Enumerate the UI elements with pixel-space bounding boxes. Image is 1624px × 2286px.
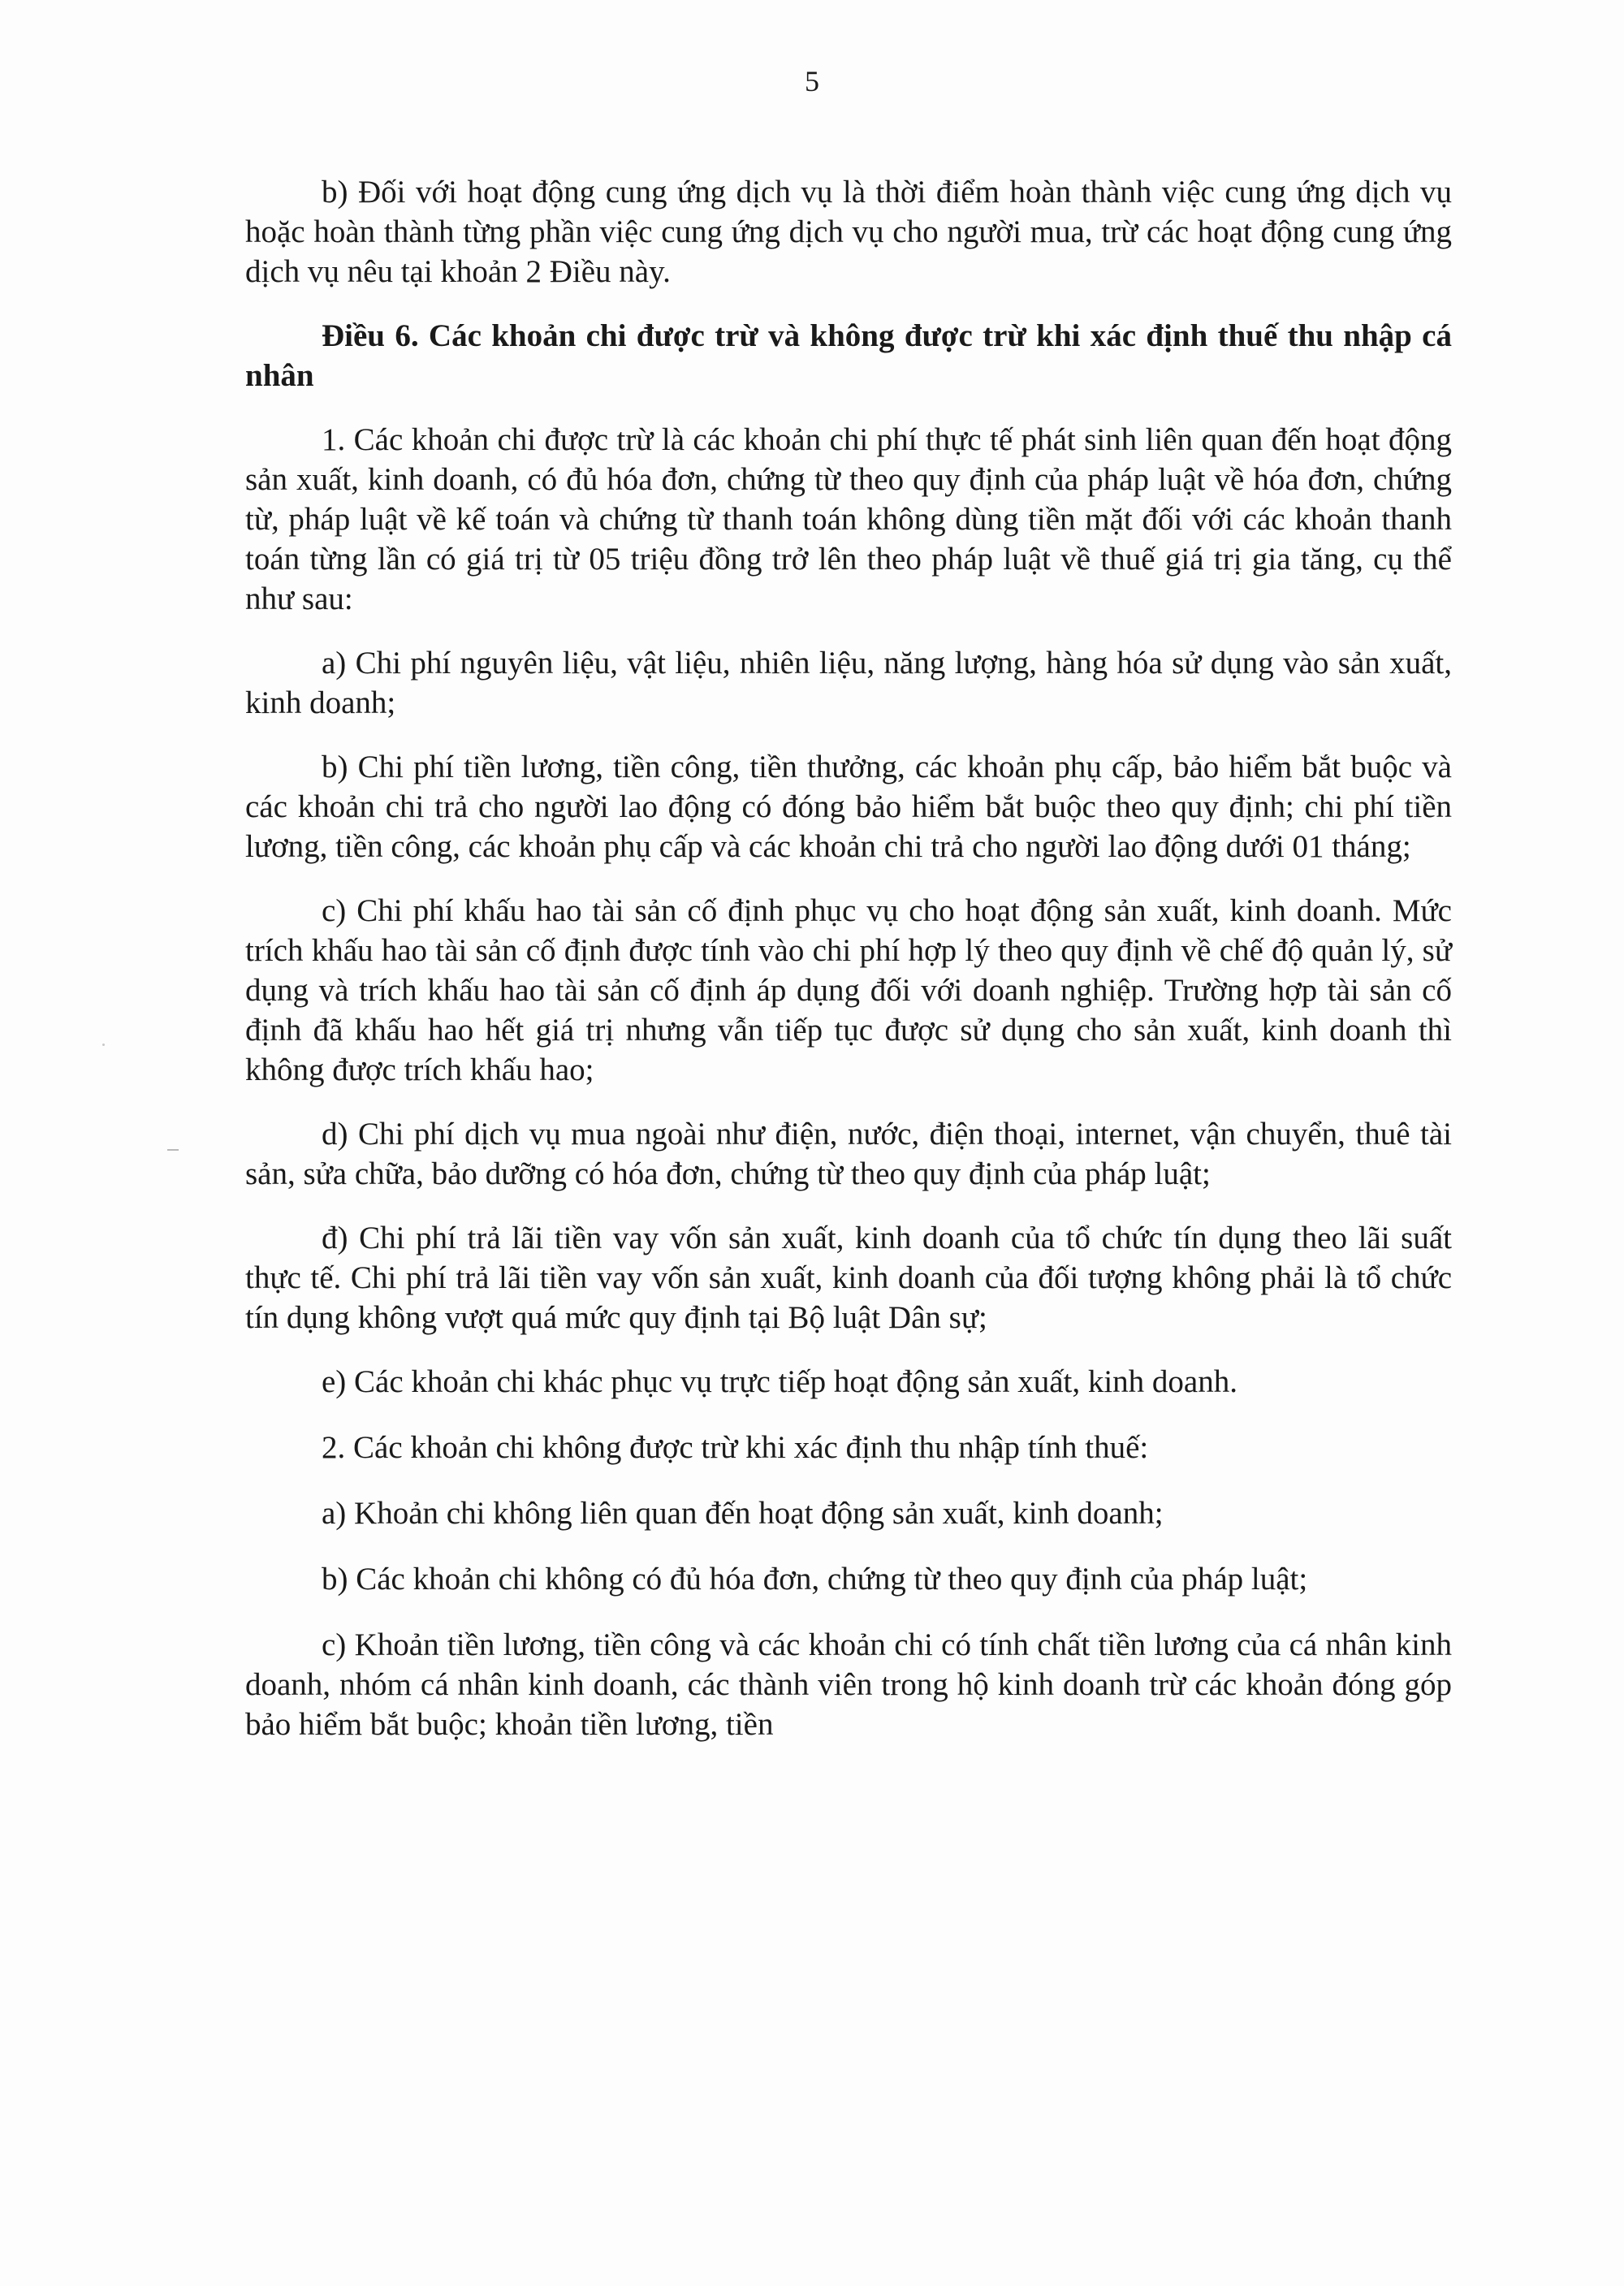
paragraph-clause-1a: a) Chi phí nguyên liệu, vật liệu, nhiên liệu, năng lượng, hàng hóa sử dụng vào sản xuất, kinh doanh; — [245, 646, 1452, 720]
paragraph-clause-1e: e) Các khoản chi khác phục vụ trực tiếp hoạt động sản xuất, kinh doanh. — [322, 1364, 1237, 1399]
scan-mark — [167, 1149, 179, 1151]
paragraph-clause-2a: a) Khoản chi không liên quan đến hoạt động sản xuất, kinh doanh; — [322, 1496, 1164, 1531]
paragraph-clause-1d: d) Chi phí dịch vụ mua ngoài như điện, nước, điện thoại, internet, vận chuyển, thuê tài sản, sửa chữa, bảo dưỡng có hóa đơn, chứng từ theo quy định của pháp luật; — [245, 1117, 1452, 1191]
paragraph-clause-1dd: đ) Chi phí trả lãi tiền vay vốn sản xuất, kinh doanh của tổ chức tín dụng theo lãi suất thực tế. Chi phí trả lãi tiền vay vốn sản xuất, kinh doanh của đối tượng không phải là tổ chức tín dụng không vượt quá mức quy định tại Bộ luật Dân sự; — [245, 1221, 1452, 1335]
document-body — [245, 172, 1452, 1769]
paragraph-clause-2b: b) Các khoản chi không có đủ hóa đơn, chứng từ theo quy định của pháp luật; — [322, 1562, 1308, 1597]
article-6-heading: Điều 6. Các khoản chi được trừ và không được trừ khi xác định thuế thu nhập cá nhân — [245, 318, 1452, 393]
paragraph-clause-1c: c) Chi phí khấu hao tài sản cố định phục vụ cho hoạt động sản xuất, kinh doanh. Mức trích khấu hao tài sản cố định được tính vào chi phí hợp lý theo quy định về chế độ quản lý, sử dụng và trích khấu hao tài sản cố định áp dụng đối với doanh nghiệp. Trường hợp tài sản cố định đã khấu hao hết giá trị nhưng vẫn tiếp tục được sử dụng cho sản xuất, kinh doanh thì không được trích khấu hao; — [245, 893, 1452, 1087]
page-number: 5 — [805, 65, 819, 97]
paragraph-clause-1: 1. Các khoản chi được trừ là các khoản chi phí thực tế phát sinh liên quan đến hoạt động sản xuất, kinh doanh, có đủ hóa đơn, chứng từ theo quy định của pháp luật về hóa đơn, chứng từ, pháp luật về kế toán và chứng từ thanh toán không dùng tiền mặt đối với các khoản thanh toán từng lần có giá trị từ 05 triệu đồng trở lên theo pháp luật về thuế giá trị gia tăng, cụ thể như sau: — [245, 422, 1452, 616]
paragraph-clause-2: 2. Các khoản chi không được trừ khi xác định thu nhập tính thuế: — [322, 1430, 1149, 1465]
paragraph-clause-1b: b) Chi phí tiền lương, tiền công, tiền thưởng, các khoản phụ cấp, bảo hiểm bắt buộc và các khoản chi trả cho người lao động có đóng bảo hiểm bắt buộc theo quy định; chi phí tiền lương, tiền công, các khoản phụ cấp và các khoản chi trả cho người lao động dưới 01 tháng; — [245, 750, 1452, 864]
scan-speck — [102, 1044, 105, 1046]
paragraph-clause-2c: c) Khoản tiền lương, tiền công và các khoản chi có tính chất tiền lương của cá nhân kinh doanh, nhóm cá nhân kinh doanh, các thành viên trong hộ kinh doanh trừ các khoản đóng góp bảo hiểm bắt buộc; khoản tiền lương, tiền — [245, 1627, 1452, 1742]
paragraph-article5-clause-b: b) Đối với hoạt động cung ứng dịch vụ là thời điểm hoàn thành việc cung ứng dịch vụ hoặc hoàn thành từng phần việc cung ứng dịch vụ cho người mua, trừ các hoạt động cung ứng dịch vụ nêu tại khoản 2 Điều này. — [245, 175, 1452, 289]
